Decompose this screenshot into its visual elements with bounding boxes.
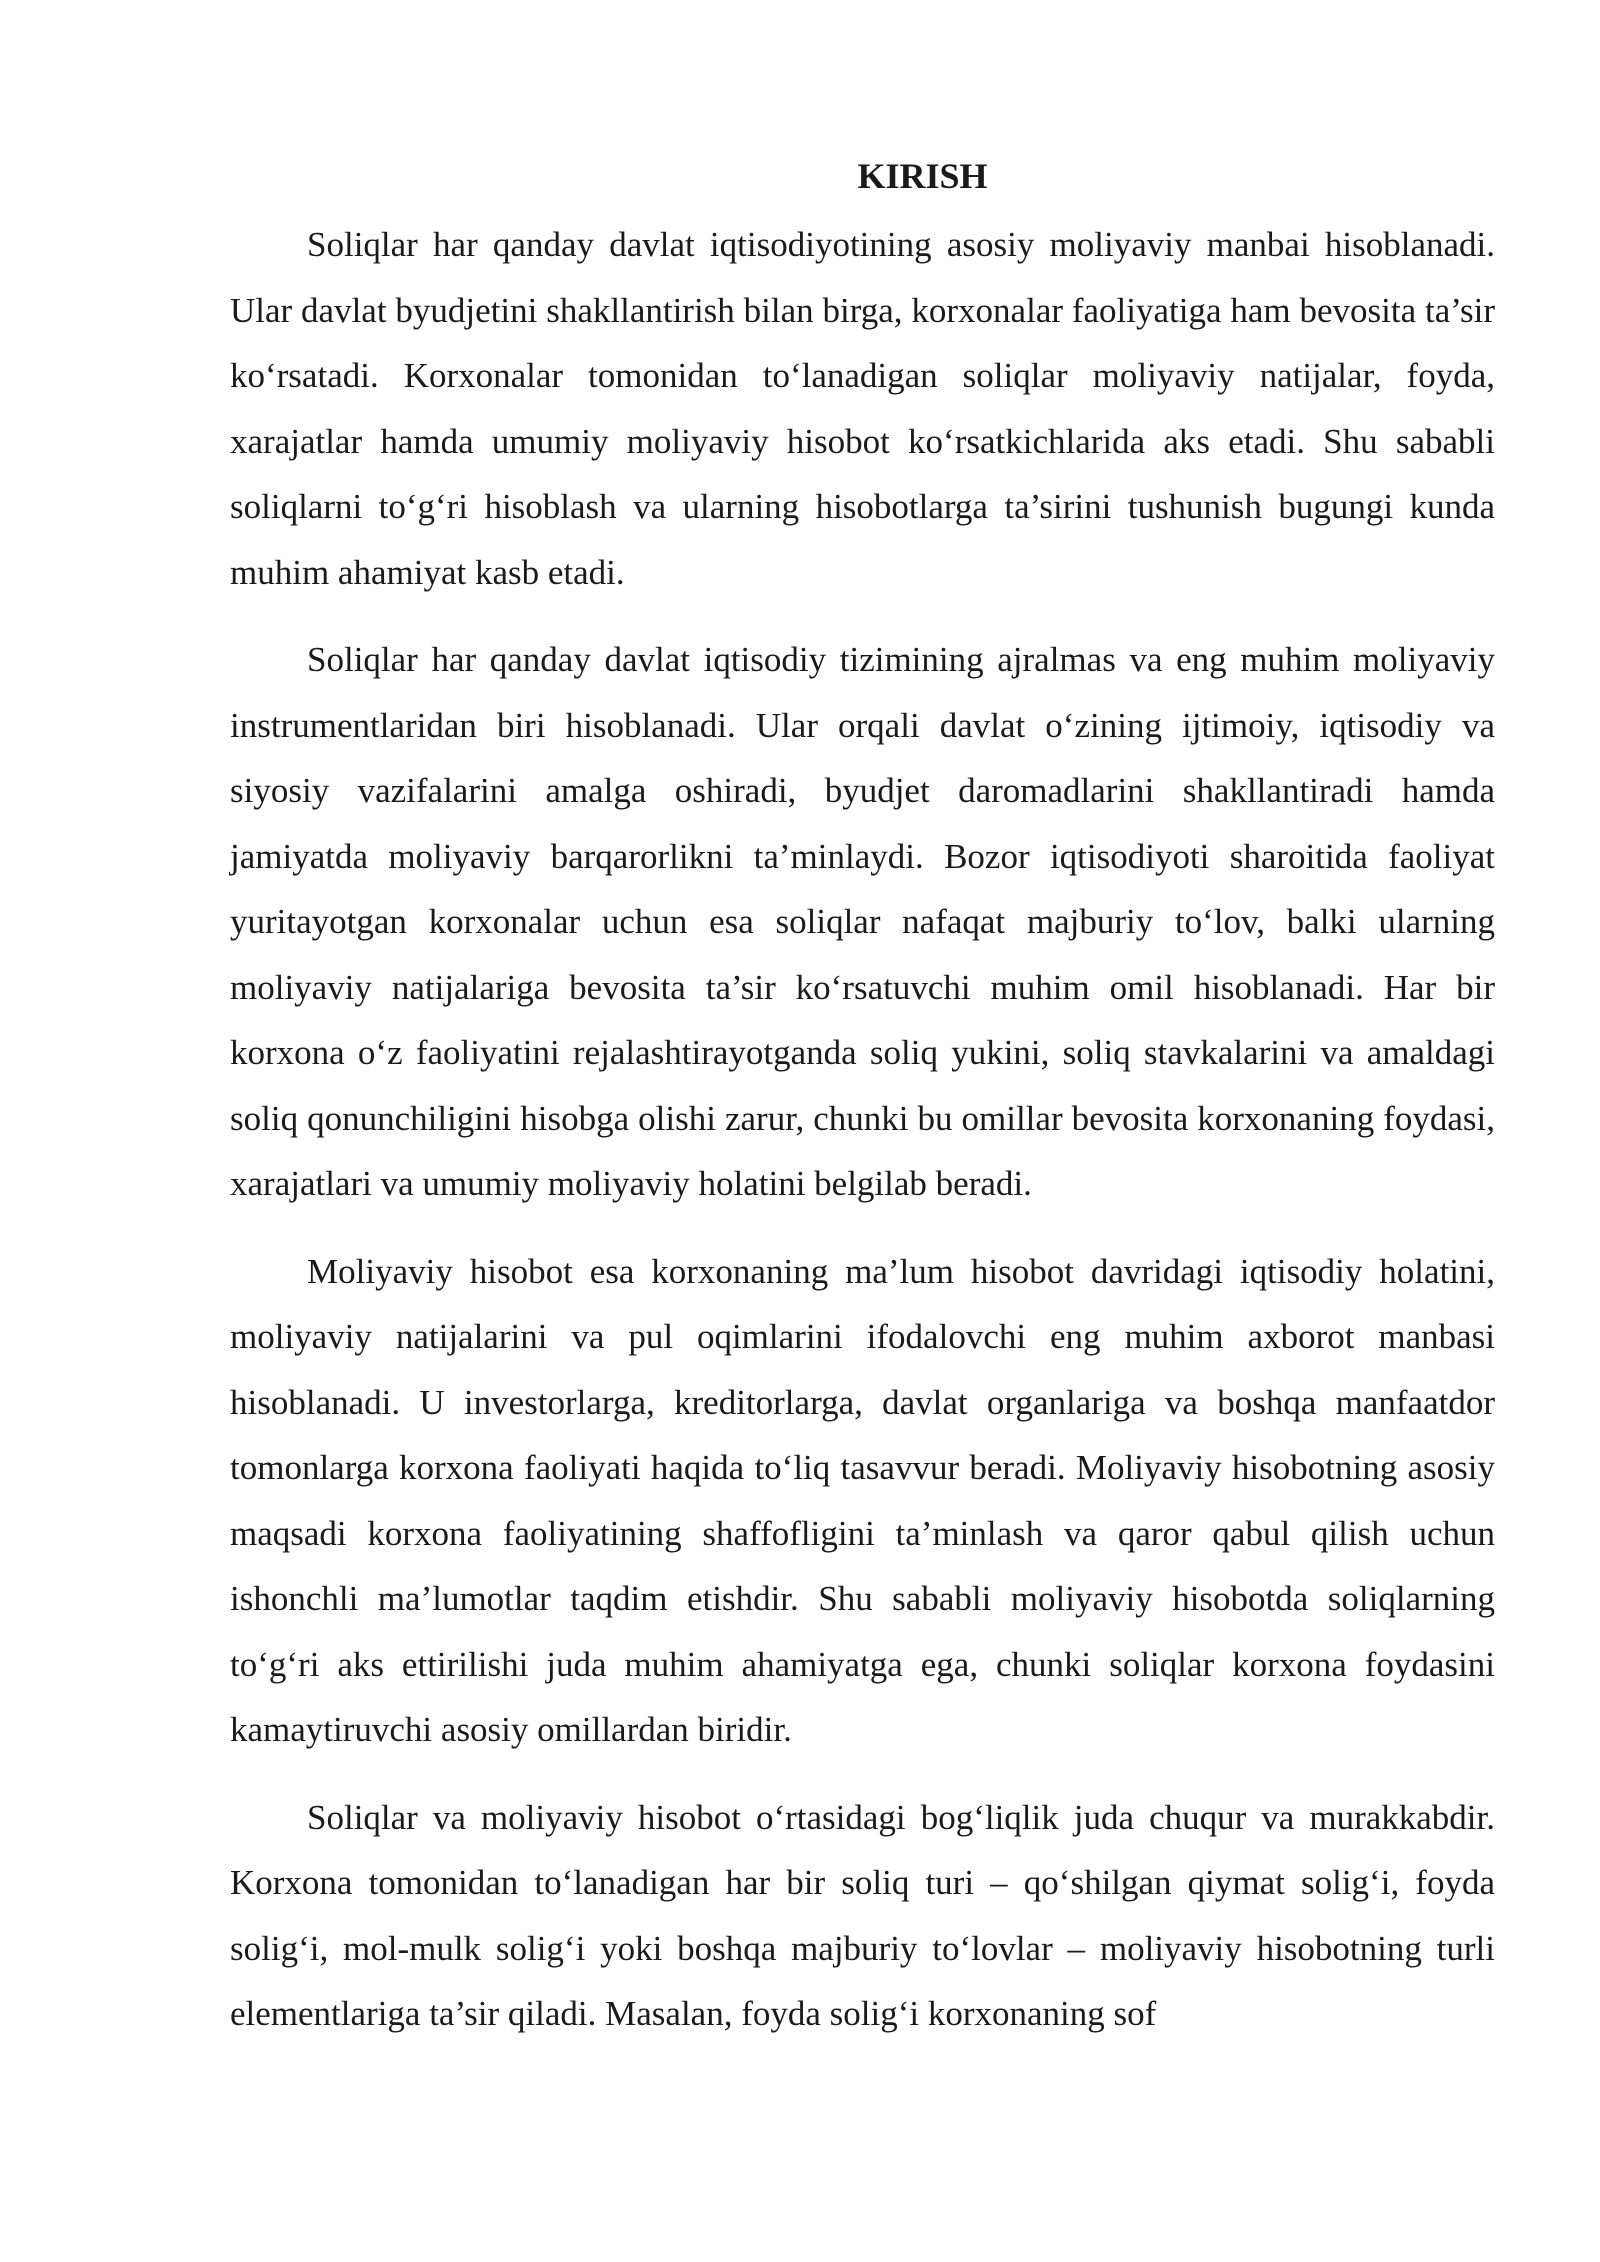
paragraph-4: Soliqlar va moliyaviy hisobot o‘rtasidagi bog‘liqlik juda chuqur va murakkabdir. Korxona tomonidan to‘lanadigan har bir soliq turi – qo‘shilgan qiymat solig‘i, foyda solig‘i, mol-mulk solig‘i yoki boshqa majburiy to‘lovlar – moliyaviy hisobotning turli elementlariga ta’sir qiladi. Masalan, foyda solig‘i korxonaning sof xyxy=(230,1797,1495,2033)
document-title: KIRISH xyxy=(857,156,988,196)
paragraph-2: Soliqlar har qanday davlat iqtisodiy tizimining ajralmas va eng muhim moliyaviy instrumentlaridan biri hisoblanadi. Ular orqali davlat o‘zining ijtimoiy, iqtisodiy va siyosiy vazifalarini amalga oshiradi, byudjet daromadlarini shakllantiradi hamda jamiyatda moliyaviy barqarorlikni ta’minlaydi. Bozor iqtisodiyoti sharoitida faoliyat yuritayotgan korxonalar uchun esa soliqlar nafaqat majburiy to‘lov, balki ularning moliyaviy natijalariga bevosita ta’sir ko‘rsatuvchi muhim omil hisoblanadi. Har bir korxona o‘z faoliyatini rejalashtirayotganda soliq yukini, soliq stavkalarini va amaldagi soliq qonunchiligini hisobga olishi zarur, chunki bu omillar bevosita korxonaning foydasi, xarajatlari va umumiy moliyaviy holatini belgilab beradi. xyxy=(230,640,1495,1203)
paragraph-1: Soliqlar har qanday davlat iqtisodiyotining asosiy moliyaviy manbai hisoblanadi. Ular davlat byudjetini shakllantirish bilan birga, korxonalar faoliyatiga ham bevosita ta’sir ko‘rsatadi. Korxonalar tomonidan to‘lanadigan soliqlar moliyaviy natijalar, foyda, xarajatlar hamda umumiy moliyaviy hisobot ko‘rsatkichlarida aks etadi. Shu sababli soliqlarni to‘g‘ri hisoblash va ularning hisobotlarga ta’sirini tushunish bugungi kunda muhim ahamiyat kasb etadi. xyxy=(230,225,1495,592)
paragraph-3: Moliyaviy hisobot esa korxonaning ma’lum hisobot davridagi iqtisodiy holatini, moliyaviy natijalarini va pul oqimlarini ifodalovchi eng muhim axborot manbasi hisoblanadi. U investorlarga, kreditorlarga, davlat organlariga va boshqa manfaatdor tomonlarga korxona faoliyati haqida to‘liq tasavvur beradi. Moliyaviy hisobotning asosiy maqsadi korxona faoliyatining shaffofligini ta’minlash va qaror qabul qilish uchun ishonchli ma’lumotlar taqdim etishdir. Shu sababli moliyaviy hisobotda soliqlarning to‘g‘ri aks ettirilishi juda muhim ahamiyatga ega, chunki soliqlar korxona foydasini kamaytiruvchi asosiy omillardan biridir. xyxy=(230,1251,1495,1749)
document-body xyxy=(230,150,1495,2069)
